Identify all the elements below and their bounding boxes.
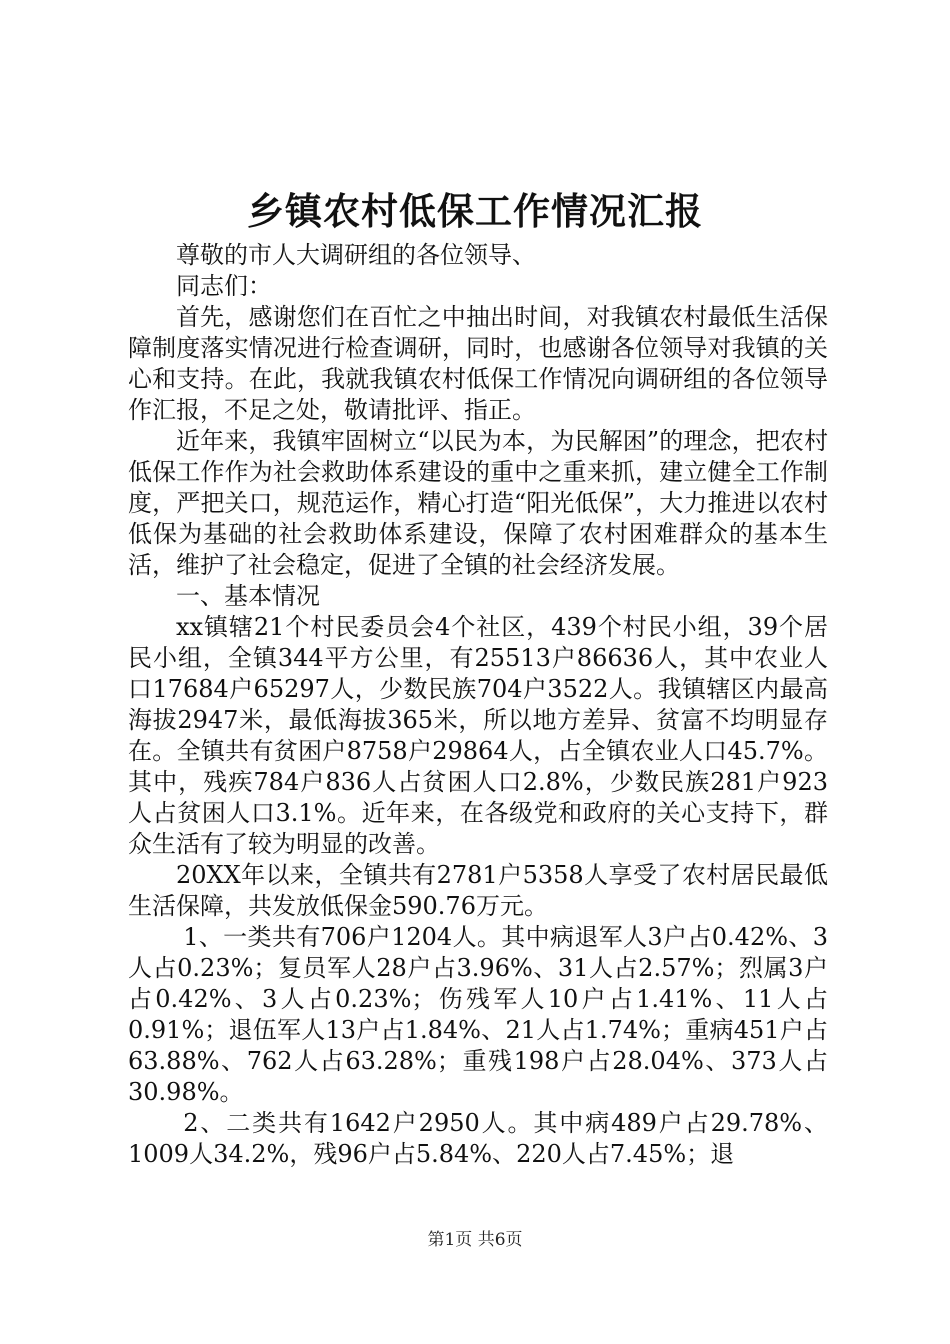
- category-one-paragraph: 1、一类共有706户1204人。其中病退军人3户占0.42%、3人占0.23%；复员军人28户占3.96%、31人占2.57%；烈属3户占0.42%、3人占0.23%；伤残军人10户占1.41%、11人占0.91%；退伍军人13户占1.84%、21人占1.74%；重病451户占63.88%、762人占63.28%；重残198户占28.04%、373人占30.98%。: [128, 923, 828, 1106]
- category-two-paragraph: 2、二类共有1642户2950人。其中病489户占29.78%、1009人34.2%，残96户占5.84%、220人占7.45%；退: [128, 1109, 828, 1168]
- section-heading: 一、基本情况: [176, 582, 320, 610]
- document-body: [128, 240, 828, 1170]
- document-title: 乡镇农村低保工作情况汇报: [247, 189, 703, 233]
- salutation-line-1: 尊敬的市人大调研组的各位领导、: [176, 241, 536, 269]
- page-footer: 第1页 共6页: [427, 1230, 523, 1250]
- salutation-line-2: 同志们：: [176, 272, 272, 300]
- summary-paragraph: 20XX年以来，全镇共有2781户5358人享受了农村居民最低生活保障，共发放低保金590.76万元。: [128, 861, 828, 920]
- background-paragraph: 近年来，我镇牢固树立“以民为本，为民解困”的理念，把农村低保工作作为社会救助体系建设的重中之重来抓，建立健全工作制度，严把关口，规范运作，精心打造“阳光低保”，大力推进以农村低保为基础的社会救助体系建设，保障了农村困难群众的基本生活，维护了社会稳定，促进了全镇的社会经济发展。: [128, 427, 828, 579]
- intro-paragraph: 首先，感谢您们在百忙之中抽出时间，对我镇农村最低生活保障制度落实情况进行检查调研，同时，也感谢各位领导对我镇的关心和支持。在此，我就我镇农村低保工作情况向调研组的各位领导作汇报，不足之处，敬请批评、指正。: [128, 303, 828, 424]
- basic-info-paragraph: xx镇辖21个村民委员会4个社区，439个村民小组，39个居民小组，全镇344平方公里，有25513户86636人，其中农业人口17684户65297人，少数民族704户3522人。我镇辖区内最高海拔2947米，最低海拔365米，所以地方差异、贫富不均明显存在。全镇共有贫困户8758户29864人，占全镇农业人口45.7%。其中，残疾784户836人占贫困人口2.8%，少数民族281户923人占贫困人口3.1%。近年来，在各级党和政府的关心支持下，群众生活有了较为明显的改善。: [128, 613, 828, 858]
